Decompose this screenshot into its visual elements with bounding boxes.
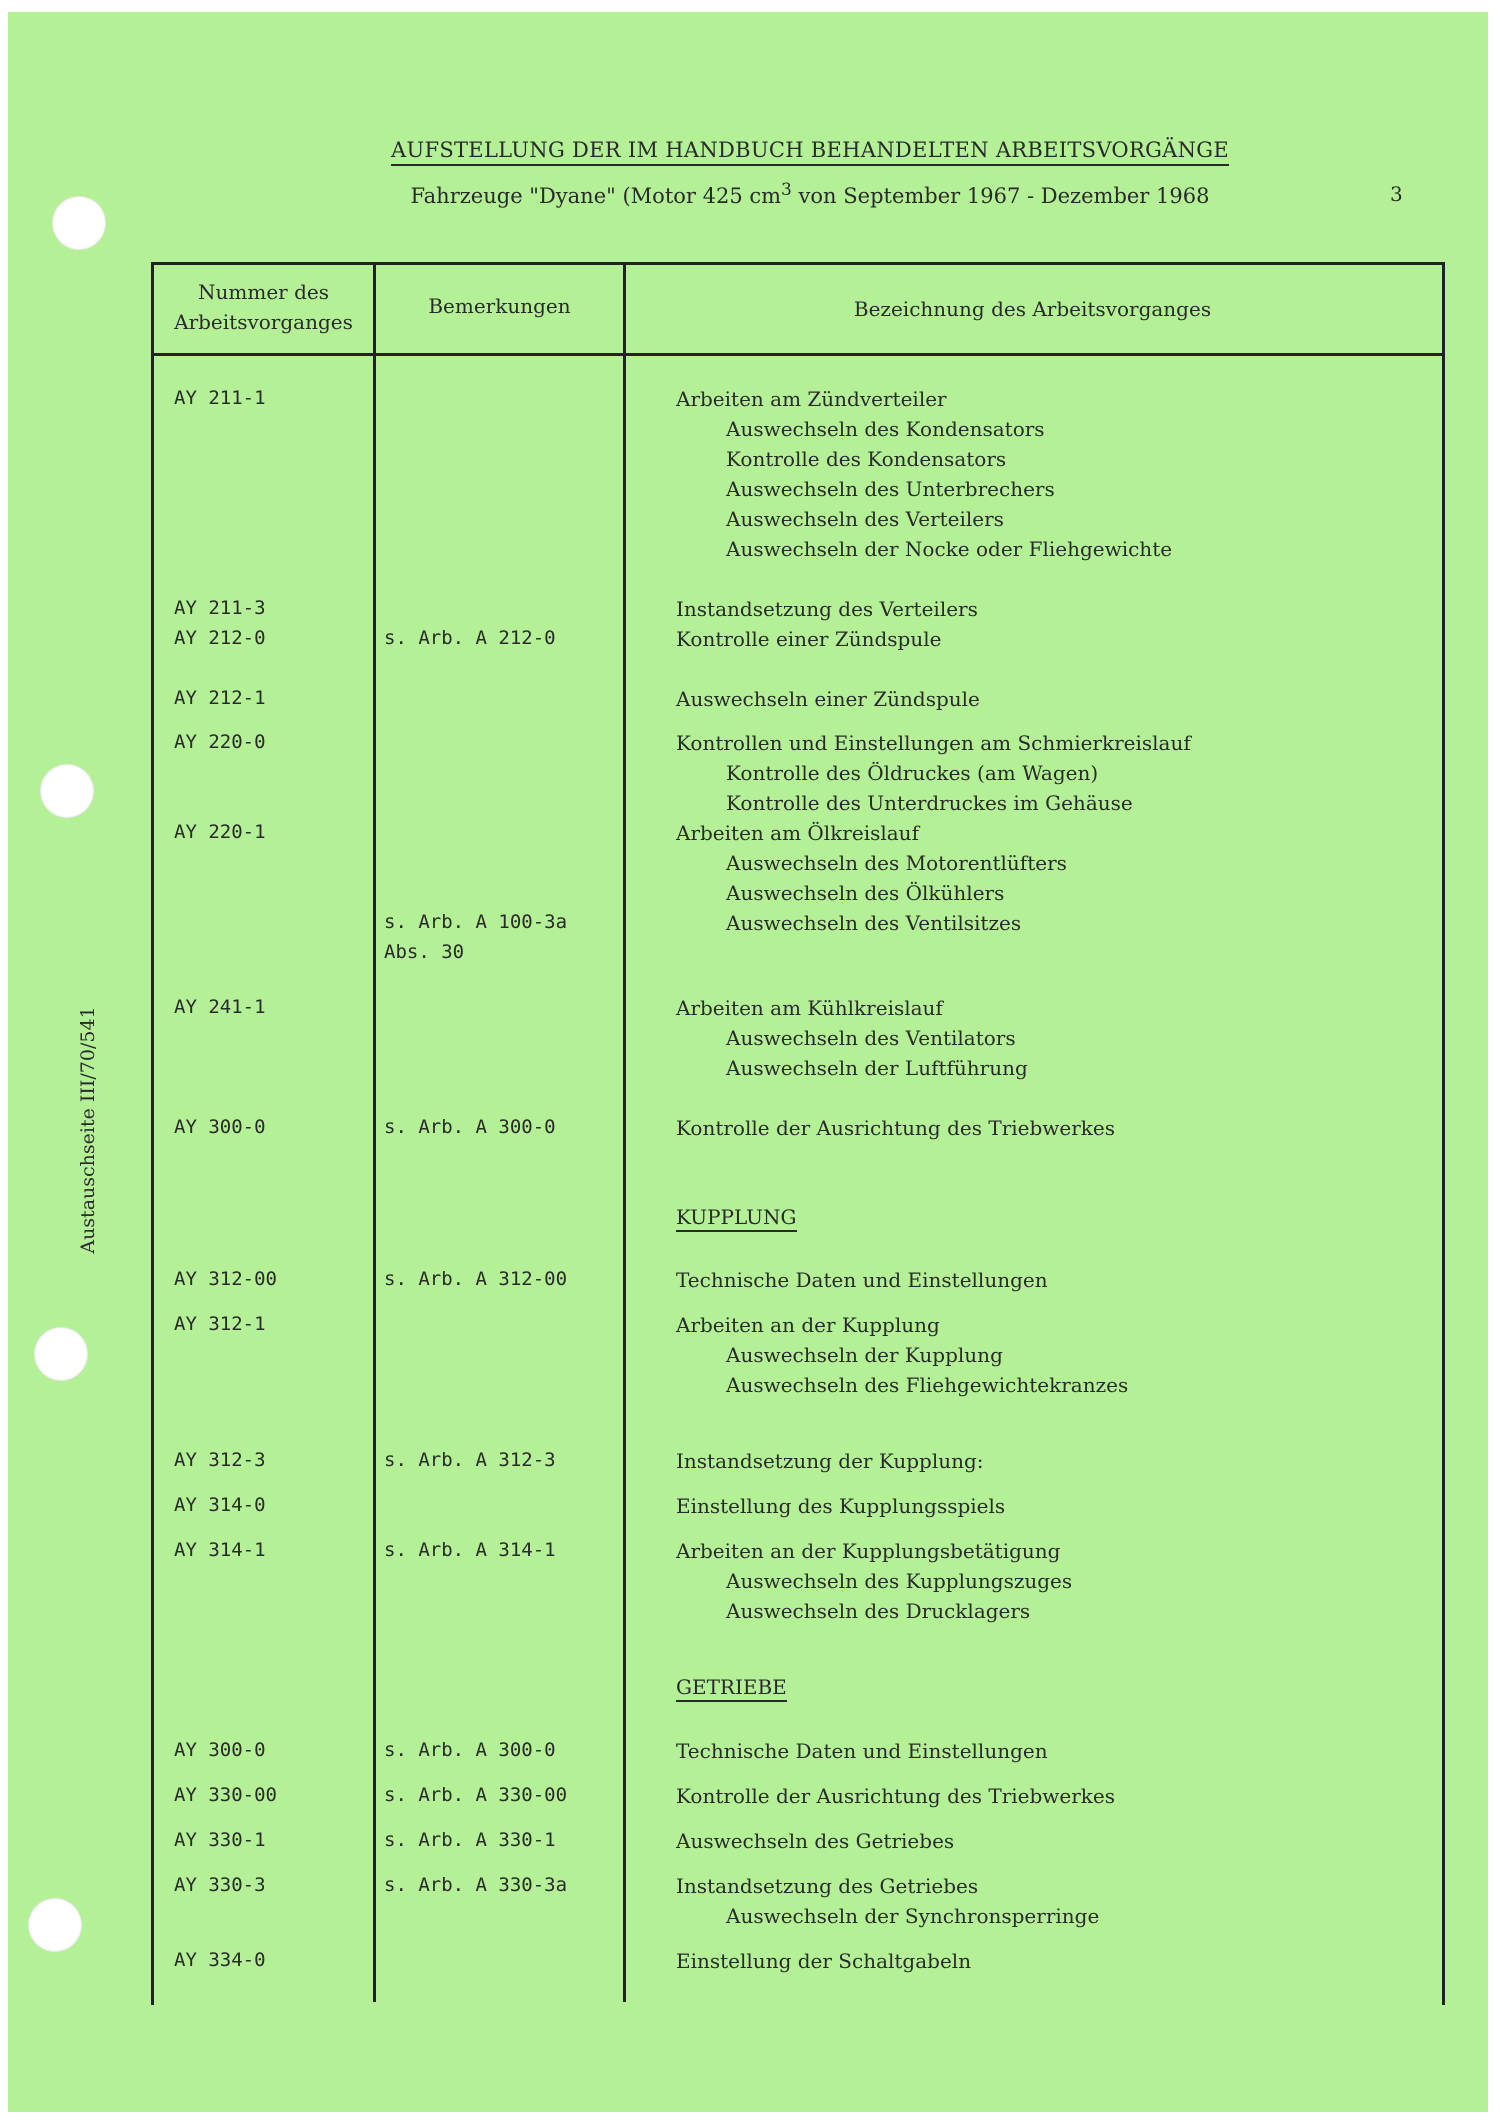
remark: s. Arb. A 312-3 xyxy=(384,1449,556,1471)
operation-description: Technische Daten und Einstellungen xyxy=(676,1268,1048,1292)
operation-description: Arbeiten am Kühlkreislauf xyxy=(676,996,943,1020)
operation-description: Auswechseln des Motorentlüfters xyxy=(726,851,1067,875)
remark: s. Arb. A 300-0 xyxy=(384,1739,556,1761)
operation-description: Arbeiten an der Kupplung xyxy=(676,1313,940,1337)
operation-description: Kontrolle des Kondensators xyxy=(726,447,1007,471)
operation-number: AY 334-0 xyxy=(174,1949,266,1971)
operation-description: Einstellung der Schaltgabeln xyxy=(676,1949,972,1973)
header-divider xyxy=(151,353,1442,356)
table-row xyxy=(0,1313,1500,1343)
table-row xyxy=(0,1599,1500,1629)
table-row xyxy=(0,477,1500,507)
table-row xyxy=(0,761,1500,791)
operation-description: Auswechseln des Verteilers xyxy=(726,507,1004,531)
operation-description: Arbeiten am Zündverteiler xyxy=(676,387,947,411)
table-row xyxy=(0,597,1500,627)
operation-description: Instandsetzung des Getriebes xyxy=(676,1874,979,1898)
table-row xyxy=(0,537,1500,567)
operation-description: Auswechseln des Kupplungszuges xyxy=(726,1569,1073,1593)
operation-number: AY 314-1 xyxy=(174,1539,266,1561)
remark: s. Arb. A 300-0 xyxy=(384,1116,556,1138)
table-row xyxy=(0,1026,1500,1056)
operation-description: Kontrolle der Ausrichtung des Triebwerkes xyxy=(676,1116,1116,1140)
column-header-number: Nummer des Arbeitsvorganges xyxy=(174,280,353,334)
table-row xyxy=(0,417,1500,447)
table-row xyxy=(0,851,1500,881)
table-row xyxy=(0,1116,1500,1146)
operation-number: AY 330-00 xyxy=(174,1784,277,1806)
operation-number: AY 312-3 xyxy=(174,1449,266,1471)
operation-number: AY 211-1 xyxy=(174,387,266,409)
table-row xyxy=(0,387,1500,417)
punch-hole xyxy=(52,196,106,250)
operation-description: Auswechseln des Ölkühlers xyxy=(726,881,1005,905)
table-row xyxy=(0,687,1500,717)
table-row xyxy=(0,821,1500,851)
section-heading-getriebe: GETRIEBE xyxy=(676,1675,787,1702)
table-row xyxy=(0,941,1500,971)
table-row xyxy=(0,1784,1500,1814)
table-row xyxy=(0,881,1500,911)
operation-description: Auswechseln des Kondensators xyxy=(726,417,1045,441)
remark: Abs. 30 xyxy=(384,941,465,963)
remark: s. Arb. A 330-00 xyxy=(384,1784,568,1806)
operation-description: Einstellung des Kupplungsspiels xyxy=(676,1494,1006,1518)
operation-description: Kontrolle des Öldruckes (am Wagen) xyxy=(726,761,1099,785)
remark: s. Arb. A 330-1 xyxy=(384,1829,556,1851)
operation-description: Auswechseln des Unterbrechers xyxy=(726,477,1055,501)
table-row xyxy=(0,996,1500,1026)
operation-description: Auswechseln des Drucklagers xyxy=(726,1599,1031,1623)
page-subtitle: Fahrzeuge "Dyane" (Motor 425 $cm^3$ von September 1967 - Dezember 1968 xyxy=(410,180,1210,208)
table-row xyxy=(0,1373,1500,1403)
column-header-description: Bezeichnung des Arbeitsvorganges xyxy=(853,297,1212,321)
table-row xyxy=(0,1268,1500,1298)
operation-description: Kontrolle des Unterdruckes im Gehäuse xyxy=(726,791,1133,815)
operation-description: Kontrolle einer Zündspule xyxy=(676,627,942,651)
operation-description: Arbeiten am Ölkreislauf xyxy=(676,821,919,845)
operation-description: Kontrollen und Einstellungen am Schmierkreislauf xyxy=(676,731,1191,755)
remark: s. Arb. A 312-00 xyxy=(384,1268,568,1290)
operation-number: AY 220-1 xyxy=(174,821,266,843)
operation-description: Auswechseln der Luftführung xyxy=(726,1056,1028,1080)
operation-number: AY 300-0 xyxy=(174,1116,266,1138)
table-row xyxy=(0,1949,1500,1979)
page-title: AUFSTELLUNG DER IM HANDBUCH BEHANDELTEN ARBEITSVORGÄNGE xyxy=(200,138,1420,162)
operation-description: Auswechseln des Ventilsitzes xyxy=(726,911,1022,935)
section-heading-kupplung: KUPPLUNG xyxy=(676,1205,797,1232)
operation-description: Auswechseln einer Zündspule xyxy=(676,687,980,711)
remark: s. Arb. A 100-3a xyxy=(384,911,568,933)
remark: s. Arb. A 314-1 xyxy=(384,1539,556,1561)
operation-description: Auswechseln des Ventilators xyxy=(726,1026,1016,1050)
remark: s. Arb. A 330-3a xyxy=(384,1874,568,1896)
operation-number: AY 212-1 xyxy=(174,687,266,709)
table-row xyxy=(0,627,1500,657)
operation-description: Auswechseln des Getriebes xyxy=(676,1829,955,1853)
operation-number: AY 314-0 xyxy=(174,1494,266,1516)
operation-description: Auswechseln der Nocke oder Fliehgewichte xyxy=(726,537,1173,561)
table-row xyxy=(0,507,1500,537)
operation-number: AY 312-00 xyxy=(174,1268,277,1290)
operation-number: AY 312-1 xyxy=(174,1313,266,1335)
table-row xyxy=(0,1739,1500,1769)
operation-description: Kontrolle der Ausrichtung des Triebwerkes xyxy=(676,1784,1116,1808)
operation-number: AY 212-0 xyxy=(174,627,266,649)
table-row xyxy=(0,1539,1500,1569)
side-note: Austauschseite III/70/541 xyxy=(77,1006,99,1254)
operation-description: Instandsetzung der Kupplung: xyxy=(676,1449,984,1473)
operation-number: AY 220-0 xyxy=(174,731,266,753)
table-row xyxy=(0,791,1500,821)
table-row xyxy=(0,447,1500,477)
operation-description: Auswechseln der Synchronsperringe xyxy=(726,1904,1100,1928)
operation-description: Auswechseln des Fliehgewichtekranzes xyxy=(726,1373,1129,1397)
table-row xyxy=(0,1343,1500,1373)
operation-number: AY 300-0 xyxy=(174,1739,266,1761)
table-row xyxy=(0,1904,1500,1934)
operation-description: Auswechseln der Kupplung xyxy=(726,1343,1003,1367)
operation-description: Arbeiten an der Kupplungsbetätigung xyxy=(676,1539,1061,1563)
operation-number: AY 241-1 xyxy=(174,996,266,1018)
table-row xyxy=(0,1569,1500,1599)
operation-description: Technische Daten und Einstellungen xyxy=(676,1739,1048,1763)
table-row xyxy=(0,1056,1500,1086)
table-row xyxy=(0,1829,1500,1859)
operation-number: AY 330-1 xyxy=(174,1829,266,1851)
table-row xyxy=(0,731,1500,761)
table-row xyxy=(0,1494,1500,1524)
operation-number: AY 211-3 xyxy=(174,597,266,619)
table-row xyxy=(0,1449,1500,1479)
operation-description: Instandsetzung des Verteilers xyxy=(676,597,978,621)
page-number: 3 xyxy=(1390,182,1403,206)
table-row xyxy=(0,1874,1500,1904)
column-header-remarks: Bemerkungen xyxy=(428,294,571,318)
table-row xyxy=(0,911,1500,941)
remark: s. Arb. A 212-0 xyxy=(384,627,556,649)
operation-number: AY 330-3 xyxy=(174,1874,266,1896)
